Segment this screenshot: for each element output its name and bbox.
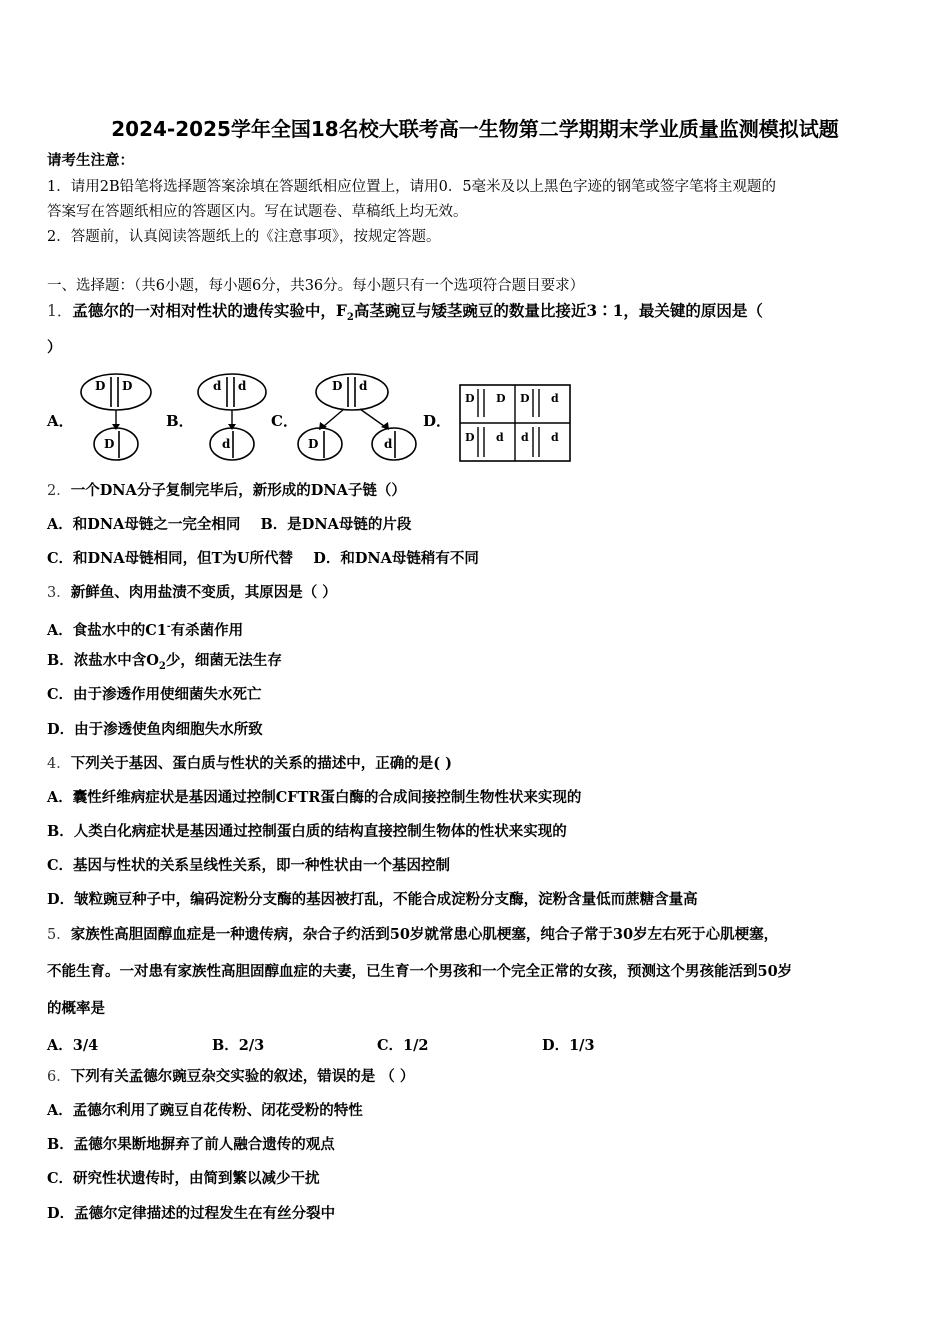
diagram-c-parent-cell bbox=[316, 374, 388, 410]
question-1-sub: 2 bbox=[346, 312, 354, 324]
question-6-number: 6． bbox=[47, 1069, 71, 1085]
question-5 bbox=[47, 925, 778, 945]
diagram-a-gamete bbox=[94, 428, 138, 460]
question-4-text: 下列关于基因、蛋白质与性状的关系的描述中，正确的是( ) bbox=[70, 755, 453, 772]
q3-option-a-sup: - bbox=[166, 622, 171, 632]
diagram-a-allele-2: D bbox=[122, 379, 133, 393]
diagram-c-arrow-left bbox=[324, 409, 344, 426]
diagram-d-cell-4-allele-2: d bbox=[551, 431, 559, 444]
q3-option-b bbox=[47, 651, 282, 677]
q6-option-c: C．研究性状遗传时，由简到繁以减少干扰 bbox=[47, 1170, 320, 1187]
question-5-line-2: 不能生育。一对患有家族性高胆固醇血症的夫妻，已生育一个男孩和一个完全正常的女孩，预测这个男孩能活到50岁 bbox=[47, 963, 793, 980]
diagram-d-cell-1-allele-1: D bbox=[465, 392, 475, 405]
q4-option-a: A．囊性纤维病症状是基因通过控制CFTR蛋白酶的合成间接控制生物性状来实现的 bbox=[47, 789, 582, 806]
q4-option-c: C．基因与性状的关系呈线性关系，即一种性状由一个基因控制 bbox=[47, 857, 451, 874]
question-2-text: 一个DNA分子复制完毕后，新形成的DNA子链（） bbox=[70, 482, 406, 499]
diagram-b-allele-2: d bbox=[238, 379, 247, 393]
diagram-c-allele-1: D bbox=[332, 379, 343, 393]
q1-option-d-label: D． bbox=[423, 412, 452, 430]
q6-option-d: D．孟德尔定律描述的过程发生在有丝分裂中 bbox=[47, 1205, 336, 1222]
diagram-c-gamete-right bbox=[372, 428, 416, 460]
question-5-line-3: 的概率是 bbox=[47, 1000, 105, 1017]
question-1-text-a: 孟德尔的一对相对性状的遗传实验中，F bbox=[72, 301, 347, 320]
question-2 bbox=[47, 481, 406, 501]
diagram-c-arrow-right bbox=[360, 409, 384, 426]
q4-option-b: B．人类白化病症状是基因通过控制蛋白质的结构直接控制生物体的性状来实现的 bbox=[47, 823, 567, 840]
question-2-options-cd bbox=[47, 549, 479, 569]
diagram-b-arrowhead bbox=[228, 424, 236, 430]
diagram-c-gamete-left-allele: D bbox=[308, 437, 319, 451]
section-heading: 一、选择题：（共6小题，每小题6分，共36分。每小题只有一个选项符合题目要求） bbox=[47, 278, 585, 294]
diagram-a-parent-cell bbox=[81, 374, 151, 410]
diagram-a-allele-1: D bbox=[95, 379, 106, 393]
notice-item-2: 2．答题前，认真阅读答题纸上的《注意事项》，按规定答题。 bbox=[47, 229, 441, 245]
notice-item-1b: 答案写在答题纸相应的答题区内。写在试题卷、草稿纸上均无效。 bbox=[47, 204, 468, 220]
page-title: 2024-2025学年全国18名校大联考高一生物第二学期期末学业质量监测模拟试题 bbox=[111, 117, 839, 141]
q5-option-c: C．1/2 bbox=[377, 1037, 429, 1054]
diagram-b-gamete bbox=[210, 428, 254, 460]
diagram-d-cell-1-allele-2: D bbox=[496, 392, 506, 405]
q6-option-b: B．孟德尔果断地摒弃了前人融合遗传的观点 bbox=[47, 1136, 335, 1153]
diagram-d-cell-4-allele-1: d bbox=[521, 431, 529, 444]
diagram-d-cell-2-allele-1: D bbox=[520, 392, 530, 405]
question-1-text-b: 高茎豌豆与矮茎豌豆的数量比接近3∶1，最关键的原因是（ bbox=[353, 301, 763, 320]
question-1 bbox=[47, 301, 763, 328]
q2-option-c: C．和DNA母链相同，但T为U所代替 bbox=[47, 550, 294, 567]
notice-item-1a: 1．请用2B铅笔将选择题答案涂填在答题纸相应位置上，请用0．5毫米及以上黑色字迹的钢笔或签字笔将主观题的 bbox=[47, 179, 777, 195]
q3-option-a-post: 有杀菌作用 bbox=[170, 621, 244, 639]
q1-option-a-label: A． bbox=[47, 412, 74, 430]
diagram-a-arrowhead bbox=[112, 424, 120, 430]
diagram-d-grid bbox=[458, 383, 572, 465]
diagram-b-gamete-allele: d bbox=[222, 437, 231, 451]
diagram-c bbox=[296, 372, 420, 464]
q3-option-c: C．由于渗透作用使细菌失水死亡 bbox=[47, 686, 262, 703]
diagram-d-cell-3-allele-1: D bbox=[465, 431, 475, 444]
diagram-c-allele-2: d bbox=[359, 379, 368, 393]
q2-option-d: D．和DNA母链稍有不同 bbox=[313, 550, 479, 567]
diagram-d-cell-3-allele-2: d bbox=[496, 431, 504, 444]
question-2-options-ab bbox=[47, 515, 411, 535]
q2-option-b: B．是DNA母链的片段 bbox=[260, 516, 412, 533]
q3-option-d: D．由于渗透使鱼肉细胞失水所致 bbox=[47, 721, 263, 738]
diagram-d-cell-2-allele-2: d bbox=[551, 392, 559, 405]
diagram-b-allele-1: d bbox=[213, 379, 222, 393]
question-5-number: 5． bbox=[47, 927, 71, 943]
q2-option-a: A．和DNA母链之一完全相同 bbox=[47, 516, 241, 533]
diagram-b bbox=[194, 372, 274, 464]
q3-option-b-pre: B．浓盐水中含O bbox=[47, 652, 159, 669]
q3-option-b-sub: 2 bbox=[158, 660, 166, 672]
diagram-c-gamete-left bbox=[298, 428, 342, 460]
question-3 bbox=[47, 583, 337, 603]
question-3-number: 3． bbox=[47, 585, 71, 601]
diagram-a-gamete-allele: D bbox=[104, 437, 115, 451]
q5-option-b: B．2/3 bbox=[212, 1037, 265, 1054]
question-6 bbox=[47, 1067, 414, 1087]
question-1-number: 1． bbox=[47, 302, 73, 320]
q1-option-b-label: B． bbox=[166, 412, 194, 430]
question-5-text-a: 家族性高胆固醇血症是一种遗传病，杂合子约活到50岁就常患心肌梗塞，纯合子常于30岁左右死于心肌梗塞， bbox=[70, 926, 779, 943]
q5-option-a: A．3/4 bbox=[47, 1037, 99, 1054]
question-6-text: 下列有关孟德尔豌豆杂交实验的叙述，错误的是 （ ） bbox=[70, 1068, 415, 1085]
q3-option-b-post: 少，细菌无法生存 bbox=[165, 652, 282, 669]
question-4 bbox=[47, 754, 452, 774]
question-1-close: ） bbox=[47, 339, 62, 356]
q3-option-a bbox=[47, 617, 243, 641]
diagram-b-parent-cell bbox=[198, 374, 266, 410]
q3-option-a-pre: A．食盐水中的C1 bbox=[47, 621, 167, 639]
q6-option-a: A．孟德尔利用了豌豆自花传粉、闭花受粉的特性 bbox=[47, 1102, 363, 1119]
question-4-number: 4． bbox=[47, 756, 71, 772]
question-2-number: 2． bbox=[47, 483, 71, 499]
q1-option-c-label: C． bbox=[271, 412, 298, 430]
q4-option-d: D．皱粒豌豆种子中，编码淀粉分支酶的基因被打乱，不能合成淀粉分支酶，淀粉含量低而蔗糖含量高 bbox=[47, 891, 698, 908]
diagram-c-gamete-right-allele: d bbox=[384, 437, 393, 451]
question-3-text: 新鲜鱼、肉用盐渍不变质，其原因是（ ） bbox=[70, 584, 337, 601]
diagram-a bbox=[78, 372, 158, 464]
notice-heading: 请考生注意： bbox=[47, 152, 134, 169]
q5-option-d: D．1/3 bbox=[542, 1037, 595, 1054]
